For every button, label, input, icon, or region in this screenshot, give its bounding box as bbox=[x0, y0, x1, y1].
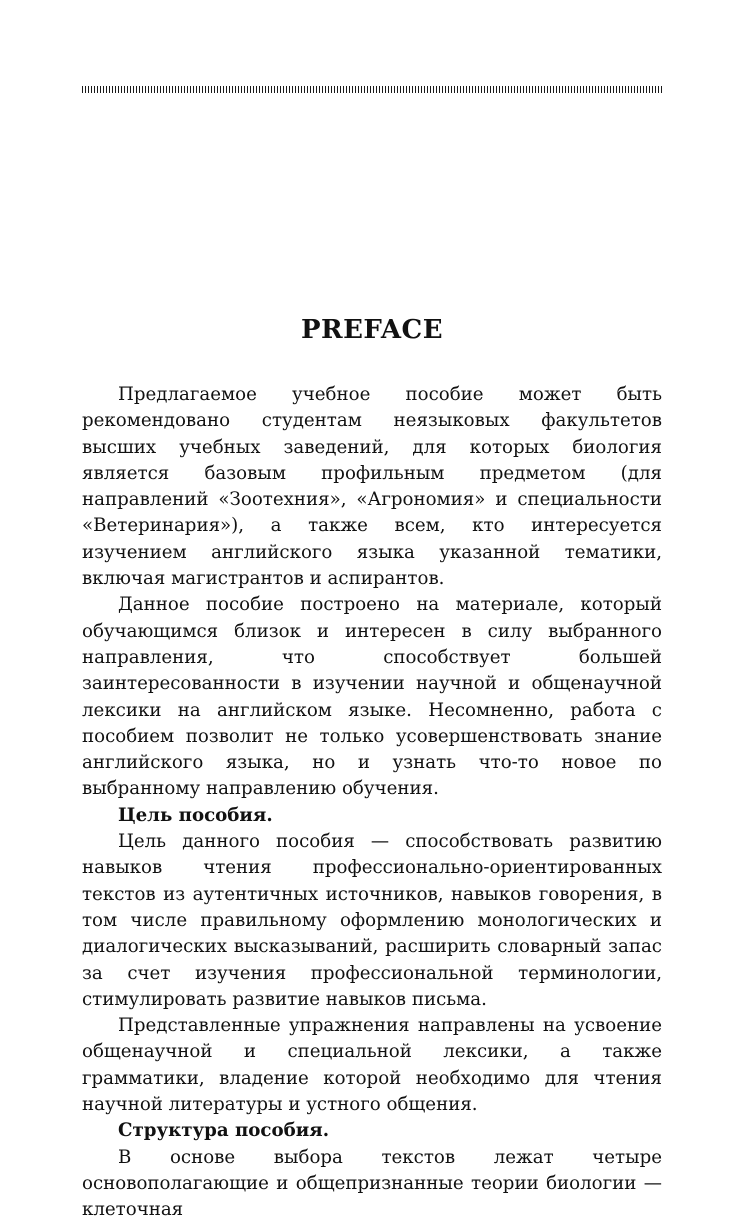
paragraph-intro: Предлагаемое учебное пособие может быть рекомендовано студентам неязыковых факультетов высших учебных заведений, для которых биология является базовым профильным предметом (для направлений «Зоотехния», «Агрономия» и специальности «Ветеринария»), а также всем, кто интересуется изучением английского языка указанной тематики, включая магистрантов и аспирантов. bbox=[82, 384, 662, 590]
paragraph-exercises: Представленные упражнения направлены на усвоение общенаучной и специальной лексики, а также грамматики, владение которой необходимо для чтения научной литературы и устного общения. bbox=[82, 1015, 662, 1116]
paragraph-structure: В основе выбора текстов лежат четыре основополагающие и общепризнанные теории биологии — клеточная bbox=[82, 1146, 662, 1221]
page-title: PREFACE bbox=[300, 315, 444, 346]
paragraph-material: Данное пособие построено на материале, который обучающимся близок и интересен в силу выбранного направления, что способствует большей заинтересованности в изучении научной и общенаучной лексики на английском языке. Несомненно, работа с пособием позволит не только усовершенствовать знание английского языка, но и узнать что-то новое по выбранному направлению обучения. bbox=[82, 594, 662, 800]
header-dotted-rule bbox=[82, 86, 662, 93]
preface-body bbox=[82, 382, 662, 1224]
heading-structure: Структура пособия. bbox=[118, 1120, 330, 1142]
heading-goal: Цель пособия. bbox=[118, 804, 273, 826]
paragraph-goal: Цель данного пособия — способствовать развитию навыков чтения профессионально-ориентированных текстов из аутентичных источников, навыков говорения, в том числе правильному оформлению монологических и диалогических высказываний, расширить словарный запас за счет изучения профессиональной терминологии, стимулировать развитие навыков письма. bbox=[82, 831, 662, 1010]
